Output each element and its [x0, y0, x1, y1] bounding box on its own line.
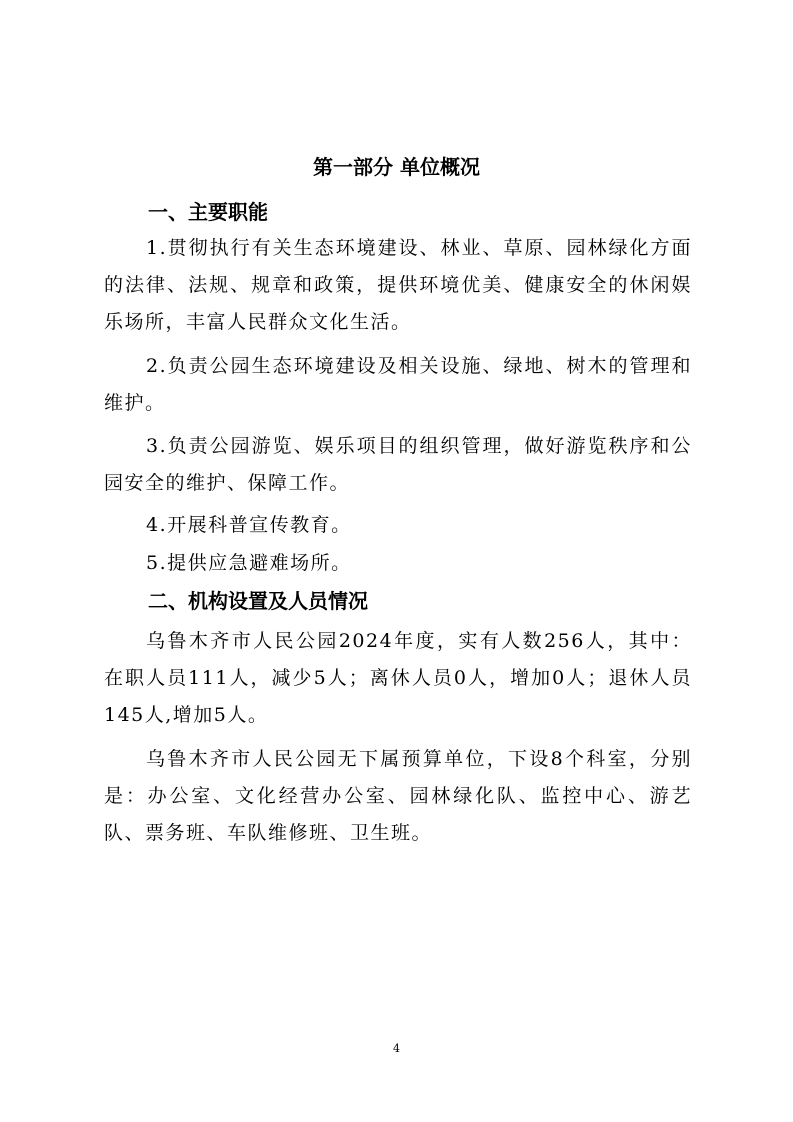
page-number: 4 — [393, 1042, 400, 1055]
section-heading-organization: 二、机构设置及人员情况 — [148, 589, 368, 613]
function-item-1: 1.贯彻执行有关生态环境建设、林业、草原、园林绿化方面的法律、法规、规章和政策，提供环境优美、健康安全的休闲娱乐场所，丰富人民群众文化生活。 — [104, 237, 692, 333]
page-title: 第一部分 单位概况 — [313, 155, 480, 179]
departments-paragraph: 乌鲁木齐市人民公园无下属预算单位，下设8个科室，分别是：办公室、文化经营办公室、园林绿化队、监控中心、游艺队、票务班、车队维修班、卫生班。 — [104, 748, 692, 844]
function-item-4: 4.开展科普宣传教育。 — [146, 514, 352, 536]
function-item-5: 5.提供应急避难场所。 — [146, 552, 352, 574]
function-item-2: 2.负责公园生态环境建设及相关设施、绿地、树木的管理和维护。 — [104, 355, 692, 414]
function-item-3: 3.负责公园游览、娱乐项目的组织管理，做好游览秩序和公园安全的维护、保障工作。 — [104, 435, 692, 494]
section-heading-main-functions: 一、主要职能 — [148, 200, 268, 224]
staffing-paragraph: 乌鲁木齐市人民公园2024年度，实有人数256人，其中：在职人员111人，减少5人；离休人员0人，增加0人；退休人员145人,增加5人。 — [104, 630, 692, 726]
